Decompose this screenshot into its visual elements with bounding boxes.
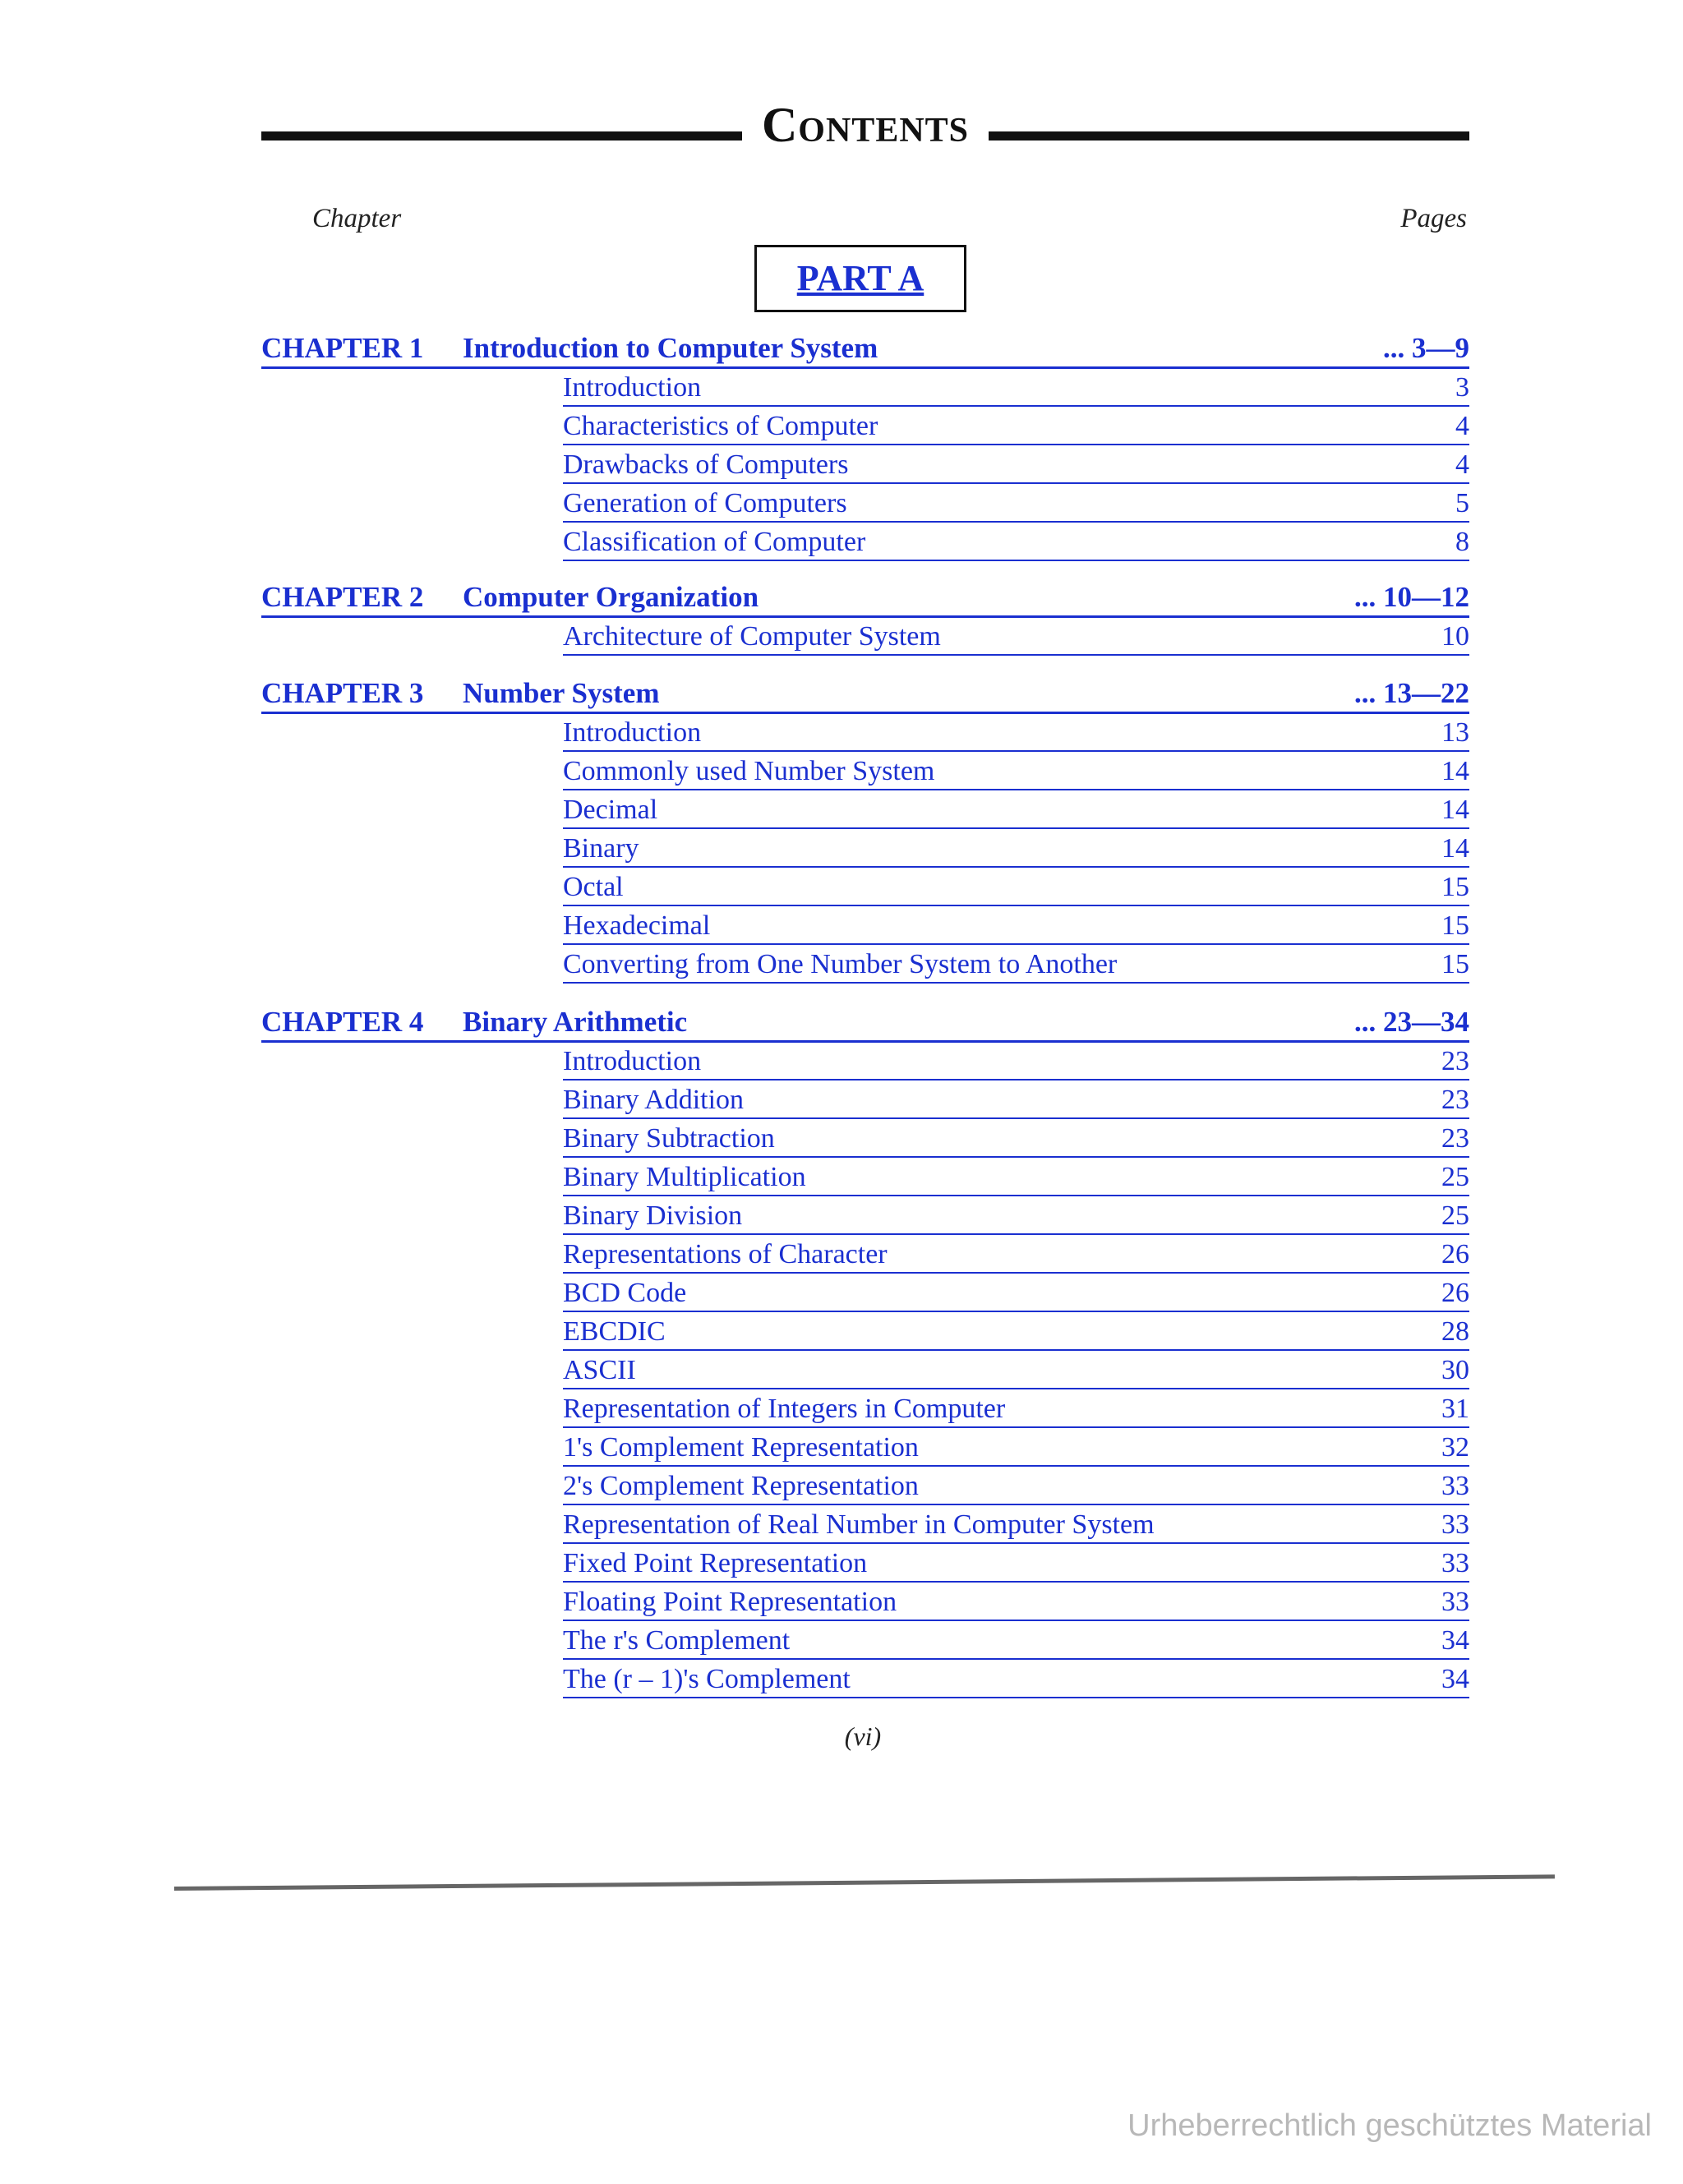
entry-title: Characteristics of Computer bbox=[563, 411, 878, 441]
entry-page: 33 bbox=[1441, 1471, 1469, 1501]
toc-entry[interactable] bbox=[563, 407, 1469, 445]
entry-page: 23 bbox=[1441, 1085, 1469, 1115]
entry-title: Introduction bbox=[563, 372, 702, 403]
toc-entry[interactable] bbox=[563, 1389, 1469, 1428]
entry-title: Hexadecimal bbox=[563, 910, 711, 941]
toc-entry[interactable] bbox=[563, 1505, 1469, 1544]
toc-entry[interactable] bbox=[563, 790, 1469, 829]
entry-title: Decimal bbox=[563, 795, 658, 825]
entry-title: ASCII bbox=[563, 1355, 636, 1385]
entry-page: 25 bbox=[1441, 1200, 1469, 1231]
entry-title: Binary bbox=[563, 833, 639, 864]
entry-page: 3 bbox=[1455, 372, 1469, 403]
chapter-title: Computer Organization bbox=[463, 581, 759, 613]
chapter-4-row[interactable] bbox=[261, 1002, 1469, 1043]
entry-page: 33 bbox=[1441, 1587, 1469, 1617]
entry-title: EBCDIC bbox=[563, 1316, 666, 1347]
toc-entry[interactable] bbox=[563, 1158, 1469, 1196]
entry-title: Octal bbox=[563, 872, 624, 902]
bottom-rule bbox=[174, 1874, 1555, 1891]
chapter-label: CHAPTER 3 bbox=[261, 677, 424, 709]
toc-entry[interactable] bbox=[563, 523, 1469, 561]
chapter-pages: ... 3—9 bbox=[1383, 332, 1469, 364]
entry-title: BCD Code bbox=[563, 1278, 687, 1308]
entry-title: Fixed Point Representation bbox=[563, 1548, 868, 1578]
entry-page: 34 bbox=[1441, 1625, 1469, 1656]
entry-title: Classification of Computer bbox=[563, 527, 866, 557]
copyright-watermark: Urheberrechtlich geschütztes Material bbox=[1127, 2108, 1652, 2143]
toc-entry[interactable] bbox=[563, 1583, 1469, 1621]
entry-page: 14 bbox=[1441, 833, 1469, 864]
entry-title: Introduction bbox=[563, 717, 702, 748]
entry-page: 32 bbox=[1441, 1432, 1469, 1463]
entry-title: Binary Addition bbox=[563, 1085, 745, 1115]
entry-page: 15 bbox=[1441, 910, 1469, 941]
toc-entry[interactable] bbox=[563, 1042, 1469, 1080]
toc-entry[interactable] bbox=[563, 1235, 1469, 1274]
entry-title: Drawbacks of Computers bbox=[563, 449, 849, 480]
entry-title: Representations of Character bbox=[563, 1239, 888, 1269]
page-title: Contents bbox=[761, 98, 970, 152]
chapter-2-row[interactable] bbox=[261, 578, 1469, 618]
chapter-title: Binary Arithmetic bbox=[463, 1006, 688, 1038]
entry-page: 5 bbox=[1455, 488, 1469, 518]
toc-entry[interactable] bbox=[563, 1196, 1469, 1235]
entry-page: 31 bbox=[1441, 1394, 1469, 1424]
entry-page: 25 bbox=[1441, 1162, 1469, 1192]
entry-title: Binary Subtraction bbox=[563, 1123, 775, 1154]
part-label[interactable]: PART A bbox=[754, 245, 966, 312]
entry-title: Binary Multiplication bbox=[563, 1162, 806, 1192]
entry-title: Representation of Integers in Computer bbox=[563, 1394, 1006, 1424]
toc-entry[interactable] bbox=[563, 1660, 1469, 1698]
toc-entry[interactable] bbox=[563, 1274, 1469, 1312]
chapter-3-row[interactable] bbox=[261, 674, 1469, 714]
entry-title: Generation of Computers bbox=[563, 488, 847, 518]
toc-entry[interactable] bbox=[563, 1428, 1469, 1467]
toc-entry[interactable] bbox=[563, 617, 1469, 656]
chapter-title: Number System bbox=[463, 677, 660, 709]
chapter-label: CHAPTER 4 bbox=[261, 1006, 424, 1038]
chapter-1-row[interactable] bbox=[261, 329, 1469, 369]
entry-page: 4 bbox=[1455, 449, 1469, 480]
entry-page: 15 bbox=[1441, 949, 1469, 979]
toc-entry[interactable] bbox=[563, 368, 1469, 407]
entry-title: Converting from One Number System to Another bbox=[563, 949, 1118, 979]
entry-page: 26 bbox=[1441, 1239, 1469, 1269]
chapter-label: CHAPTER 1 bbox=[261, 332, 424, 364]
toc-entry[interactable] bbox=[563, 484, 1469, 523]
entry-page: 28 bbox=[1441, 1316, 1469, 1347]
chapter-pages: ... 23—34 bbox=[1354, 1006, 1469, 1038]
toc-entry[interactable] bbox=[563, 829, 1469, 868]
entry-page: 33 bbox=[1441, 1509, 1469, 1540]
entry-title: Representation of Real Number in Computer System bbox=[563, 1509, 1155, 1540]
page-number: (vi) bbox=[844, 1721, 882, 1751]
entry-title: 2's Complement Representation bbox=[563, 1471, 919, 1501]
entry-title: Commonly used Number System bbox=[563, 756, 935, 786]
toc-entry[interactable] bbox=[563, 713, 1469, 752]
entry-page: 33 bbox=[1441, 1548, 1469, 1578]
toc-entry[interactable] bbox=[563, 752, 1469, 790]
column-header-pages: Pages bbox=[1400, 204, 1467, 233]
chapter-pages: ... 13—22 bbox=[1354, 677, 1469, 709]
toc-entry[interactable] bbox=[563, 1351, 1469, 1389]
entry-page: 13 bbox=[1441, 717, 1469, 748]
toc-entry[interactable] bbox=[563, 945, 1469, 984]
entry-page: 23 bbox=[1441, 1123, 1469, 1154]
entry-title: Architecture of Computer System bbox=[563, 621, 941, 652]
entry-page: 34 bbox=[1441, 1664, 1469, 1694]
toc-entry[interactable] bbox=[563, 445, 1469, 484]
entry-page: 4 bbox=[1455, 411, 1469, 441]
chapter-title: Introduction to Computer System bbox=[463, 332, 878, 364]
title-rule-right bbox=[989, 131, 1469, 141]
entry-page: 10 bbox=[1441, 621, 1469, 652]
toc-entry[interactable] bbox=[563, 1080, 1469, 1119]
entry-page: 15 bbox=[1441, 872, 1469, 902]
chapter-pages: ... 10—12 bbox=[1354, 581, 1469, 613]
entry-title: 1's Complement Representation bbox=[563, 1432, 919, 1463]
entry-page: 14 bbox=[1441, 795, 1469, 825]
toc-entry[interactable] bbox=[563, 1119, 1469, 1158]
toc-entry[interactable] bbox=[563, 1467, 1469, 1505]
chapter-label: CHAPTER 2 bbox=[261, 581, 424, 613]
entry-title: Introduction bbox=[563, 1046, 702, 1076]
toc-entry[interactable] bbox=[563, 1621, 1469, 1660]
entry-title: The r's Complement bbox=[563, 1625, 791, 1656]
entry-page: 14 bbox=[1441, 756, 1469, 786]
title-rule-left bbox=[261, 131, 742, 141]
toc-entry[interactable] bbox=[563, 1544, 1469, 1583]
entry-page: 8 bbox=[1455, 527, 1469, 557]
entry-title: Binary Division bbox=[563, 1200, 743, 1231]
entry-title: Floating Point Representation bbox=[563, 1587, 897, 1617]
entry-title: The (r – 1)'s Complement bbox=[563, 1664, 851, 1694]
entry-page: 23 bbox=[1441, 1046, 1469, 1076]
toc-entry[interactable] bbox=[563, 906, 1469, 945]
contents-heading bbox=[261, 97, 1469, 163]
column-header-chapter: Chapter bbox=[312, 204, 402, 233]
toc-entry[interactable] bbox=[563, 868, 1469, 906]
toc-entry[interactable] bbox=[563, 1312, 1469, 1351]
entry-page: 30 bbox=[1441, 1355, 1469, 1385]
entry-page: 26 bbox=[1441, 1278, 1469, 1308]
